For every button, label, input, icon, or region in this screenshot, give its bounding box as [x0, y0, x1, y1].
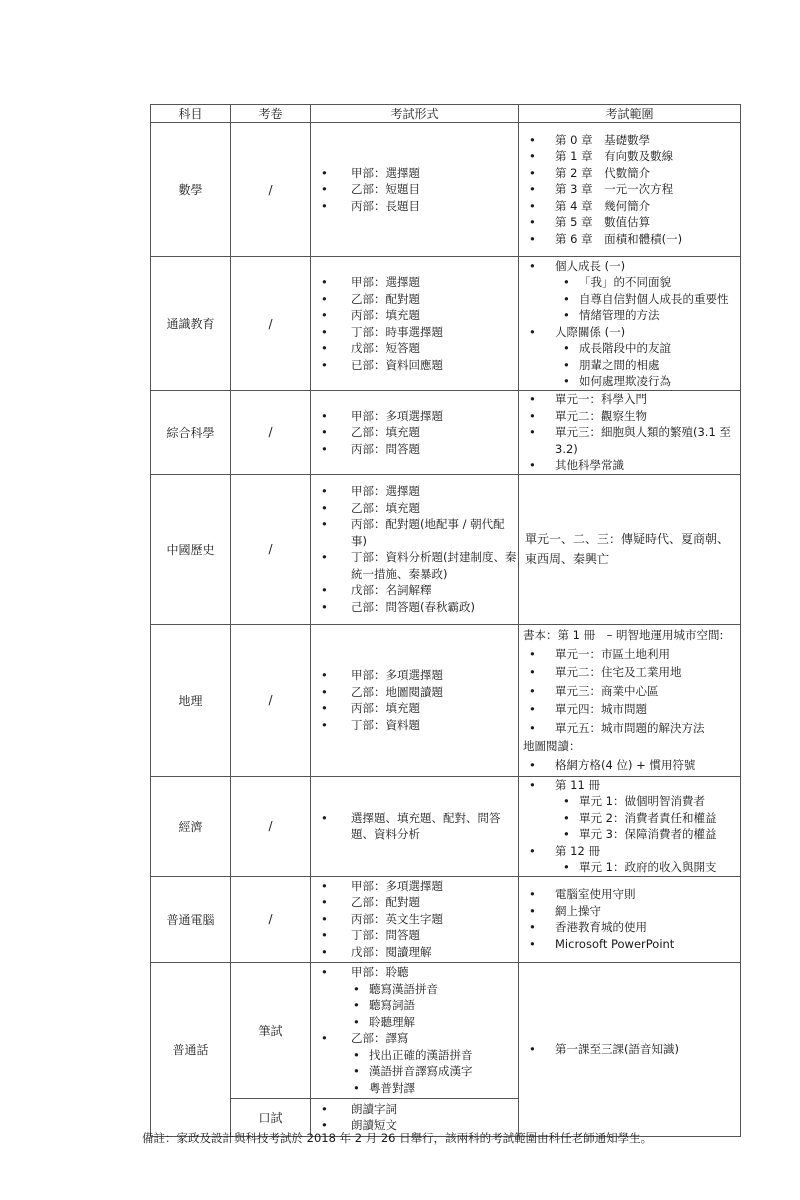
- subject-cell: 經濟: [151, 776, 231, 876]
- format-cell: [311, 776, 519, 876]
- sub-list-item: • 聽寫漢語拼音: [351, 981, 518, 998]
- table-row: [151, 776, 741, 876]
- format-cell: [311, 474, 519, 624]
- list-item: • 丙部：配對題(地配事 / 朝代配事): [311, 516, 518, 549]
- sub-list-item: • 單元 2：消費者責任和權益: [555, 810, 740, 827]
- paper-cell: /: [231, 123, 311, 257]
- list-item: • 第 2 章 代數簡介: [519, 165, 740, 182]
- scope-heading: 書本：第 1 冊 – 明智地運用城市空間:: [523, 628, 724, 642]
- paper-cell: /: [231, 624, 311, 776]
- table-header-row: [151, 105, 741, 123]
- list-item: • 電腦室使用守則: [519, 886, 740, 903]
- paper-cell: /: [231, 391, 311, 475]
- list-item: • 乙部：配對題: [311, 291, 518, 308]
- list-item: • 單元五：城市問題的解決方法: [519, 719, 740, 738]
- list-item: • 丙部：填充題: [311, 307, 518, 324]
- scope-heading-map: 地圖閱讀：: [523, 739, 581, 753]
- footnote: 備註：家政及設計與科技考試於 2018 年 2 月 26 日舉行，該兩科的考試範圍由科任老師通知學生。: [142, 1131, 653, 1145]
- subject-cell: 綜合科學: [151, 391, 231, 475]
- format-cell: [311, 123, 519, 257]
- sub-list-item: • 成長階段中的友誼: [555, 340, 740, 357]
- item-text: 人際關係 (一): [555, 324, 626, 339]
- list-item: • 丁部：問答題: [311, 927, 518, 944]
- list-item: • 丁部：資料分析題(封建制度、秦統一措施、秦暴政): [311, 549, 518, 582]
- subject-cell: 中國歷史: [151, 474, 231, 624]
- table-row: [151, 474, 741, 624]
- list-item: • 單元一：市區土地利用: [519, 645, 740, 664]
- sub-list-item: • 單元 3：保障消費者的權益: [555, 826, 740, 843]
- item-text: 個人成長 (一): [555, 258, 626, 273]
- table-row: [151, 624, 741, 776]
- list-item: [519, 324, 740, 390]
- list-item: • 朗讀短文: [311, 1117, 518, 1134]
- list-item: • 第一課至三課(語音知識): [519, 1041, 740, 1058]
- list-item: • 甲部：選擇題: [311, 483, 518, 500]
- header-format: 考試形式: [311, 105, 519, 123]
- sub-list-item: • 情緒管理的方法: [555, 307, 740, 324]
- sub-list-item: • 聽寫詞語: [351, 997, 518, 1014]
- list-item: • 戊部：名詞解釋: [311, 582, 518, 599]
- table-row: [151, 876, 741, 962]
- header-scope: 考試範圍: [519, 105, 741, 123]
- list-item: • 其他科學常識: [519, 457, 740, 474]
- scope-cell: [519, 474, 741, 624]
- sub-list-item: • 「我」的不同面貌: [555, 274, 740, 291]
- format-cell: [311, 876, 519, 962]
- list-item: • 丙部：英文生字題: [311, 911, 518, 928]
- item-text: 甲部：聆聽: [351, 965, 409, 979]
- subject-cell: 普通電腦: [151, 876, 231, 962]
- list-item: • 甲部：多項選擇題: [311, 408, 518, 425]
- table-row: [151, 962, 741, 1098]
- list-item: • 網上操守: [519, 903, 740, 920]
- scope-text: 單元一、二、三：傳疑時代、夏商朝、東西周、秦興亡: [525, 532, 730, 566]
- list-item: • 單元三：細胞與人類的繁殖(3.1 至 3.2): [519, 424, 740, 457]
- list-item: • Microsoft PowerPoint: [519, 936, 740, 953]
- sub-list-item: • 如何處理欺凌行為: [555, 373, 740, 390]
- list-item: • 選擇題、填充題、配對、問答題、資料分析: [311, 810, 518, 843]
- scope-cell: [519, 962, 741, 1136]
- sub-list-item: • 漢語拼音譯寫成漢字: [351, 1063, 518, 1080]
- sub-list-item: • 找出正確的漢語拼音: [351, 1047, 518, 1064]
- list-item: • 單元一：科學入門: [519, 391, 740, 408]
- list-item: [519, 258, 740, 324]
- list-item: • 單元二：觀察生物: [519, 408, 740, 425]
- list-item: • 甲部：多項選擇題: [311, 878, 518, 895]
- subject-cell: 通識教育: [151, 257, 231, 391]
- paper-cell: /: [231, 776, 311, 876]
- sub-list-item: • 單元 1：政府的收入與開支: [555, 859, 740, 876]
- list-item: • 甲部：多項選擇題: [311, 667, 518, 684]
- list-item: • 第 3 章 一元一次方程: [519, 181, 740, 198]
- list-item: • 單元三：商業中心區: [519, 682, 740, 701]
- table-row: [151, 391, 741, 475]
- format-cell: [311, 391, 519, 475]
- list-item: • 乙部：地圖閱讀題: [311, 684, 518, 701]
- list-item: • 甲部：選擇題: [311, 165, 518, 182]
- scope-cell: [519, 876, 741, 962]
- header-subject: 科目: [151, 105, 231, 123]
- paper-cell: /: [231, 257, 311, 391]
- paper-cell: /: [231, 876, 311, 962]
- list-item: • 戊部：短答題: [311, 340, 518, 357]
- item-text: 乙部：譯寫: [351, 1031, 409, 1045]
- sub-list-item: • 聆聽理解: [351, 1014, 518, 1031]
- paper-cell-written: 筆試: [231, 962, 311, 1098]
- scope-cell: [519, 391, 741, 475]
- list-item: • 乙部：配對題: [311, 894, 518, 911]
- list-item: [311, 964, 518, 1030]
- list-item: • 乙部：短題目: [311, 181, 518, 198]
- list-item: • 戊部：閱讀理解: [311, 944, 518, 961]
- format-cell: [311, 962, 519, 1098]
- list-item: • 乙部：填充題: [311, 500, 518, 517]
- list-item: • 第 1 章 有向數及數線: [519, 148, 740, 165]
- item-text: 第 12 冊: [555, 843, 600, 858]
- list-item: • 丁部：時事選擇題: [311, 324, 518, 341]
- format-cell: [311, 624, 519, 776]
- exam-table: [150, 104, 741, 1137]
- list-item: • 單元二：住宅及工業用地: [519, 663, 740, 682]
- paper-cell-oral: 口試: [231, 1098, 311, 1136]
- list-item: • 丁部：資料題: [311, 717, 518, 734]
- list-item: [519, 843, 740, 876]
- list-item: • 丙部：長題目: [311, 198, 518, 215]
- table-row: [151, 257, 741, 391]
- subject-cell: 數學: [151, 123, 231, 257]
- header-paper: 考卷: [231, 105, 311, 123]
- sub-list-item: • 粵普對譯: [351, 1080, 518, 1097]
- list-item: • 第 5 章 數值估算: [519, 214, 740, 231]
- scope-cell: [519, 776, 741, 876]
- scope-cell: [519, 123, 741, 257]
- subject-cell: 普通話: [151, 962, 231, 1136]
- list-item: • 單元四：城市問題: [519, 700, 740, 719]
- list-item: • 第 6 章 面積和體積(一): [519, 231, 740, 248]
- sub-list-item: • 單元 1：做個明智消費者: [555, 793, 740, 810]
- list-item: [519, 777, 740, 843]
- subject-cell: 地理: [151, 624, 231, 776]
- list-item: • 香港教育城的使用: [519, 919, 740, 936]
- list-item: • 丙部：填充題: [311, 700, 518, 717]
- scope-cell: [519, 624, 741, 776]
- scope-cell: [519, 257, 741, 391]
- table-row: [151, 123, 741, 257]
- sub-list-item: • 自尊自信對個人成長的重要性: [555, 291, 740, 308]
- list-item: • 第 0 章 基礎數學: [519, 132, 740, 149]
- list-item: • 格網方格(4 位) + 慣用符號: [519, 756, 740, 775]
- list-item: • 甲部：選擇題: [311, 274, 518, 291]
- list-item: • 已部：資料回應題: [311, 357, 518, 374]
- list-item: • 丙部：問答題: [311, 441, 518, 458]
- paper-cell: /: [231, 474, 311, 624]
- list-item: • 朗讀字詞: [311, 1101, 518, 1118]
- list-item: [311, 1030, 518, 1096]
- list-item: • 第 4 章 幾何簡介: [519, 198, 740, 215]
- format-cell: [311, 257, 519, 391]
- item-text: 第 11 冊: [555, 777, 600, 792]
- list-item: • 己部：問答題(春秋霸政): [311, 599, 518, 616]
- list-item: • 乙部：填充題: [311, 424, 518, 441]
- sub-list-item: • 朋輩之間的相處: [555, 357, 740, 374]
